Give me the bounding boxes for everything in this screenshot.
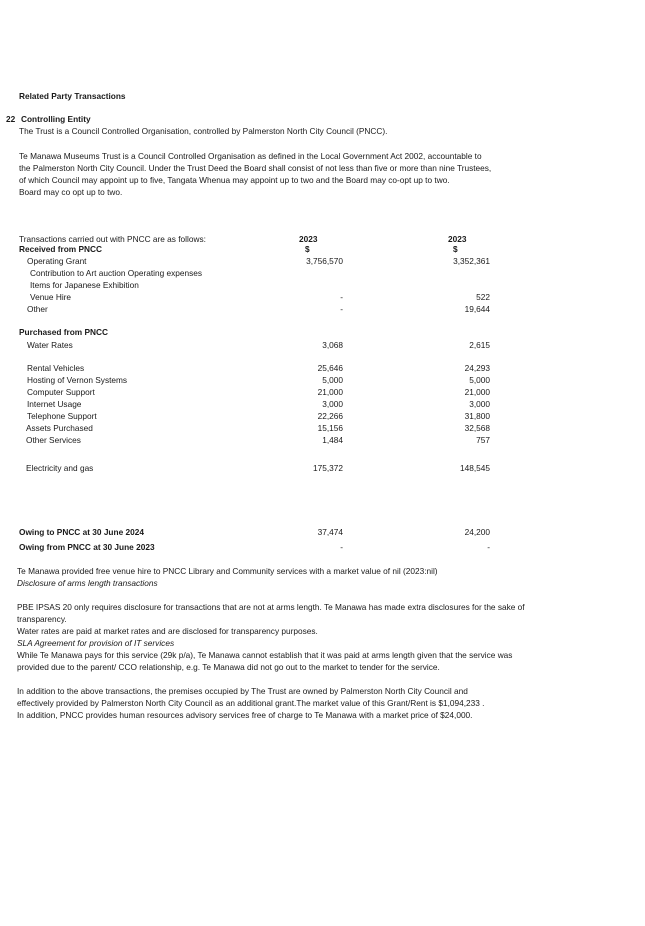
sla-line: provided due to the parent/ CCO relationship, e.g. Te Manawa did not go out to the market to tender for the service.	[17, 662, 440, 672]
row-value-1: 5,000	[322, 375, 343, 385]
row-label: Hosting of Vernon Systems	[27, 375, 128, 385]
row-value-2: 21,000	[464, 387, 490, 397]
row-value-2: 148,545	[460, 463, 490, 473]
row-label: Owing from PNCC at 30 June 2023	[19, 542, 155, 552]
row-value-1: 175,372	[313, 463, 343, 473]
table-row	[27, 376, 627, 387]
row-value-1: 37,474	[317, 527, 343, 537]
row-value-2: 757	[476, 435, 490, 445]
row-value-1: 3,000	[322, 399, 343, 409]
row-label: Venue Hire	[30, 292, 72, 302]
row-value-1: 15,156	[317, 423, 343, 433]
premises-line: effectively provided by Palmerston North City Council as an additional grant.The market value of this Grant/Rent is $1,094,233 .	[17, 698, 485, 708]
venue-note: Te Manawa provided free venue hire to PNCC Library and Community services with a market value of nil (2023:nil)	[17, 566, 438, 576]
row-label: Owing to PNCC at 30 June 2024	[19, 527, 144, 537]
row-value-2: 522	[476, 292, 490, 302]
row-value-1: -	[340, 542, 343, 552]
row-label: Rental Vehicles	[27, 363, 85, 373]
row-value-1: -	[340, 304, 343, 314]
row-value-2: 3,352,361	[453, 256, 490, 266]
column-year-2: 2023	[448, 234, 467, 244]
table-row	[30, 293, 630, 304]
row-value-2: 5,000	[469, 375, 490, 385]
table-row	[27, 305, 627, 316]
pbe-line: transparency.	[17, 614, 67, 624]
row-value-2: -	[487, 542, 490, 552]
pbe-line: PBE IPSAS 20 only requires disclosure for transactions that are not at arms length. Te Manawa has made extra disclosures for the sake of	[17, 602, 525, 612]
currency-1: $	[305, 244, 310, 254]
row-value-2: 32,568	[464, 423, 490, 433]
column-year-1: 2023	[299, 234, 318, 244]
table-row	[27, 388, 627, 399]
row-value-1: 3,068	[322, 340, 343, 350]
table-row	[27, 412, 627, 423]
premises-line: In addition, PNCC provides human resources advisory services free of charge to Te Manawa with a market price of $24,000.	[17, 710, 473, 720]
table-row	[26, 424, 626, 435]
page-heading: Related Party Transactions	[19, 91, 126, 101]
row-value-2: 24,200	[464, 527, 490, 537]
paragraph-line: the Palmerston North City Council. Under the Trust Deed the Board shall consist of not less than five or more than nine Trustees,	[19, 163, 492, 173]
row-value-1: 1,484	[322, 435, 343, 445]
table-row	[27, 364, 627, 375]
row-value-1: 25,646	[317, 363, 343, 373]
row-value-2: 3,000	[469, 399, 490, 409]
table-row	[19, 528, 629, 539]
table-row	[27, 341, 627, 352]
row-value-1: 21,000	[317, 387, 343, 397]
section-title: Controlling Entity	[21, 114, 91, 124]
row-label: Water Rates	[27, 340, 73, 350]
paragraph-line: Te Manawa Museums Trust is a Council Controlled Organisation as defined in the Local Government Act 2002, accountable to	[19, 151, 482, 161]
paragraph-line: Board may co opt up to two.	[19, 187, 123, 197]
row-label: Internet Usage	[27, 399, 82, 409]
water-note: Water rates are paid at market rates and are disclosed for transparency purposes.	[17, 626, 318, 636]
row-label: Other	[27, 304, 48, 314]
row-value-1: -	[340, 292, 343, 302]
row-label: Operating Grant	[27, 256, 87, 266]
table-intro: Transactions carried out with PNCC are as follows:	[19, 234, 206, 244]
purchased-heading: Purchased from PNCC	[19, 327, 108, 337]
row-value-1: 22,266	[317, 411, 343, 421]
row-label: Contribution to Art auction Operating expenses	[30, 268, 203, 278]
row-value-2: 24,293	[464, 363, 490, 373]
row-label: Electricity and gas	[26, 463, 94, 473]
row-value-1: 3,756,570	[306, 256, 343, 266]
sla-heading: SLA Agreement for provision of IT services	[17, 638, 175, 648]
currency-2: $	[453, 244, 458, 254]
row-label: Telephone Support	[27, 411, 97, 421]
received-heading: Received from PNCC	[19, 244, 102, 254]
row-value-2: 2,615	[469, 340, 490, 350]
premises-line: In addition to the above transactions, the premises occupied by The Trust are owned by Palmerston North City Council and	[17, 686, 468, 696]
table-row	[26, 464, 626, 475]
table-row	[27, 257, 627, 268]
row-value-2: 31,800	[464, 411, 490, 421]
row-label: Computer Support	[27, 387, 95, 397]
arms-length-heading: Disclosure of arms length transactions	[17, 578, 158, 588]
sla-line: While Te Manawa pays for this service (29k p/a), Te Manawa cannot establish that it was paid at arms length given that the service was	[17, 650, 513, 660]
paragraph-line: of which Council may appoint up to five, Tangata Whenua may appoint up to two and the Board may co-opt up to two.	[19, 175, 450, 185]
section-number: 22	[6, 114, 16, 124]
row-label: Assets Purchased	[26, 423, 93, 433]
row-value-2: 19,644	[464, 304, 490, 314]
table-row	[27, 400, 627, 411]
table-row	[19, 543, 629, 554]
intro-text: The Trust is a Council Controlled Organisation, controlled by Palmerston North City Council (PNCC).	[19, 126, 388, 136]
table-row	[26, 436, 626, 447]
row-label: Items for Japanese Exhibition	[30, 280, 139, 290]
row-label: Other Services	[26, 435, 81, 445]
